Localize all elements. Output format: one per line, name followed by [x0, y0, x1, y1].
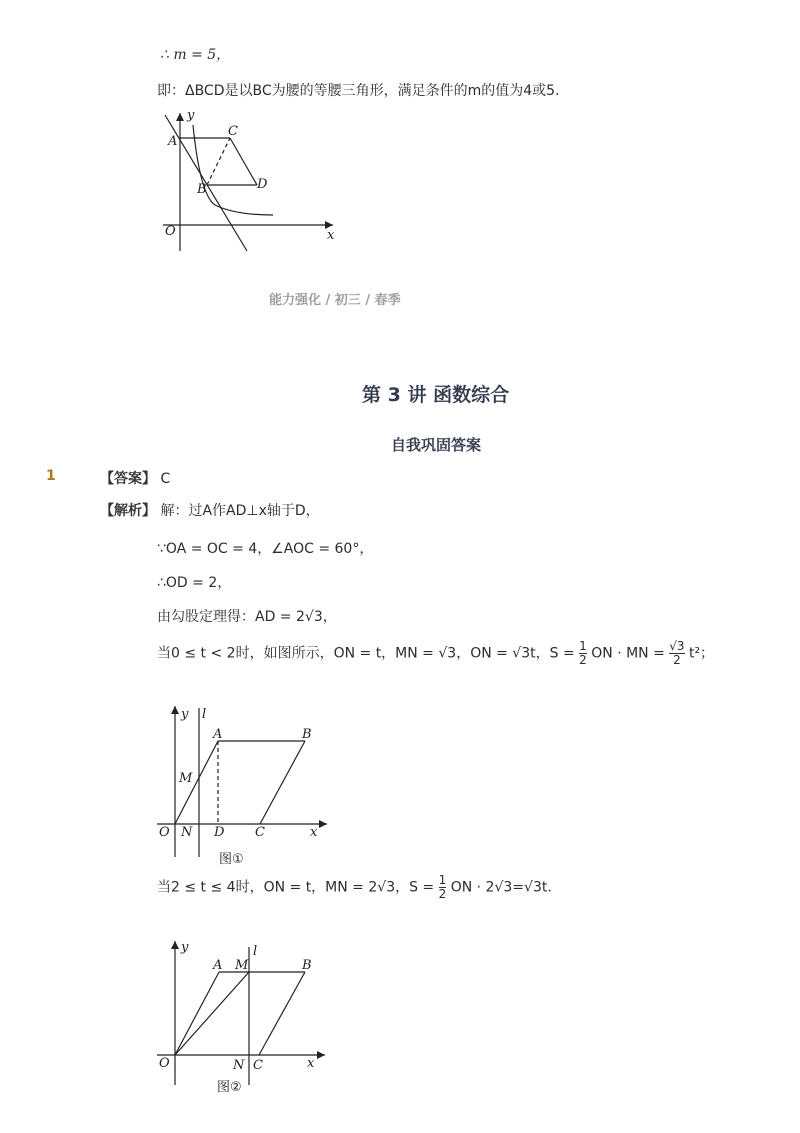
label-a: A — [213, 727, 223, 742]
label-n: N — [233, 1058, 245, 1073]
line6-prefix: 当2 ≤ t ≤ 4时，ON = t，MN = 2√3，S = — [157, 879, 435, 896]
analysis-line-6 — [157, 874, 552, 901]
segment-bc-dashed — [207, 138, 230, 185]
figure-1 — [155, 702, 335, 870]
label-c: C — [228, 124, 238, 139]
frac-den: 2 — [579, 653, 587, 668]
label-y: y — [181, 707, 189, 722]
analysis-line-5 — [157, 640, 714, 667]
side-bc — [259, 972, 305, 1055]
label-c: C — [255, 825, 265, 840]
frac-num: 1 — [579, 639, 587, 653]
question-number: 1 — [46, 468, 56, 484]
lesson-title: 第 3 讲 函数综合 — [362, 384, 510, 406]
therefore-line: ∴ m = 5， — [160, 47, 231, 63]
label-o: O — [165, 224, 176, 239]
label-x: x — [310, 825, 318, 840]
label-d: D — [214, 825, 225, 840]
line6-suffix: ON · 2√3=√3t. — [450, 879, 552, 896]
label-y: y — [181, 940, 189, 955]
label-b: B — [302, 958, 312, 973]
analysis-tag: 【解析】 — [100, 503, 156, 519]
figure-2-caption: 图② — [217, 1080, 242, 1095]
label-d: D — [257, 177, 268, 192]
fraction-root3-half — [669, 640, 684, 667]
label-m: M — [179, 771, 193, 786]
label-o: O — [159, 825, 170, 840]
label-c: C — [253, 1058, 263, 1073]
label-a: A — [168, 134, 178, 149]
x-axis-arrow — [319, 820, 327, 828]
x-axis-arrow — [317, 1051, 325, 1059]
label-l: l — [253, 944, 258, 959]
fraction-one-half — [579, 640, 587, 667]
label-n: N — [181, 825, 193, 840]
line5-prefix: 当0 ≤ t < 2时，如图所示，ON = t，MN = √3，ON = √3t，S = — [157, 645, 575, 662]
analysis-row — [100, 500, 320, 520]
line5-suffix: t²； — [689, 645, 715, 662]
frac-den: 2 — [438, 887, 447, 902]
y-axis-arrow — [176, 113, 184, 121]
label-o: O — [159, 1056, 170, 1071]
analysis-line-4: 由勾股定理得：AD = 2√3， — [157, 609, 337, 625]
answer-row — [100, 468, 170, 488]
y-axis-arrow — [171, 941, 179, 949]
figure-2 — [155, 935, 335, 1100]
fraction-one-half — [439, 874, 447, 901]
figure-top — [155, 105, 345, 255]
line5-mid: ON · MN = — [591, 645, 665, 662]
segment-cd — [230, 138, 257, 185]
figure-1-caption: 图① — [219, 852, 244, 867]
analysis-line-3: ∴OD = 2， — [157, 575, 232, 591]
label-x: x — [307, 1056, 315, 1071]
label-m: M — [235, 958, 249, 973]
label-b: B — [197, 182, 207, 197]
frac-den: 2 — [669, 653, 684, 667]
frac-num: √3 — [669, 639, 685, 653]
conclusion-line: 即：ΔBCD是以BC为腰的等腰三角形，满足条件的m的值为4或5． — [157, 83, 570, 99]
label-a: A — [213, 958, 223, 973]
side-bc — [260, 741, 305, 824]
label-l: l — [202, 707, 207, 722]
y-axis-arrow — [171, 706, 179, 714]
answer-value: C — [160, 471, 171, 487]
series-footer: 能力强化 / 初三 / 春季 — [269, 293, 401, 308]
label-y: y — [187, 108, 195, 123]
label-x: x — [327, 228, 335, 243]
analysis-line-1: 解：过A作AD⊥x轴于D， — [160, 503, 320, 519]
answer-tag: 【答案】 — [100, 471, 156, 487]
label-b: B — [302, 727, 312, 742]
frac-num: 1 — [438, 873, 447, 887]
analysis-line-2: ∵OA = OC = 4，∠AOC = 60°， — [157, 541, 374, 557]
section-subtitle: 自我巩固答案 — [391, 436, 482, 454]
